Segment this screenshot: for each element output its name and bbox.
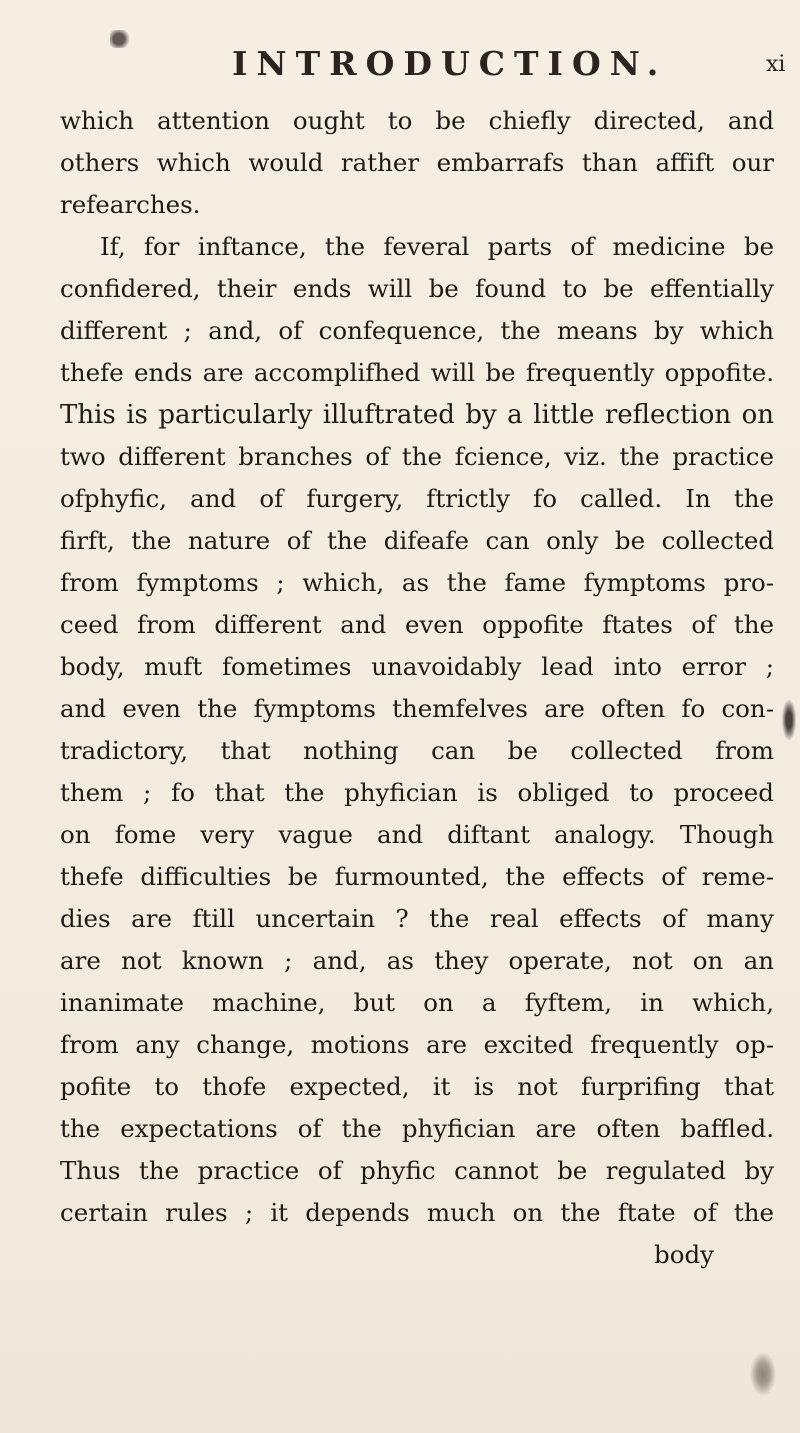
text-line: This is particularly illuftrated by a little reflection on — [60, 400, 774, 430]
text-line: certain rules ; it depends much on the ftate of the — [60, 1198, 774, 1227]
text-line: tradictory, that nothing can be collected from — [60, 736, 774, 765]
ink-blot-mark — [750, 1352, 776, 1396]
running-title: INTRODUCTION. — [232, 44, 668, 83]
text-line: confidered, their ends will be found to be effentially — [60, 274, 774, 303]
text-line: others which would rather embarrafs than affift our — [60, 148, 774, 177]
text-line: dies are ftill uncertain ? the real effects of many — [60, 904, 774, 933]
text-line: ceed from different and even oppofite ftates of the — [60, 610, 774, 639]
text-line: inanimate machine, but on a fyftem, in which, — [60, 988, 774, 1017]
text-line: different ; and, of confequence, the means by which — [60, 316, 774, 345]
text-line: Thus the practice of phyfic cannot be regulated by — [60, 1156, 774, 1185]
text-line: If, for inftance, the feveral parts of medicine be — [100, 232, 774, 261]
page-number: xi — [766, 52, 786, 77]
page-header — [0, 44, 800, 88]
body-text — [60, 100, 774, 1276]
text-line: thefe difficulties be furmounted, the effects of reme- — [60, 862, 774, 891]
text-line: pofite to thofe expected, it is not furprifing that — [60, 1072, 774, 1101]
text-line: thefe ends are accomplifhed will be frequently oppofite. — [60, 358, 774, 387]
text-line: which attention ought to be chiefly directed, and — [60, 106, 774, 135]
text-line: from fymptoms ; which, as the fame fymptoms pro- — [60, 568, 774, 597]
text-line: on fome very vague and diftant analogy. Though — [60, 820, 774, 849]
text-line: firft, the nature of the difeafe can only be collected — [60, 526, 774, 555]
text-line: refearches. — [60, 190, 201, 219]
text-line: two different branches of the fcience, viz. the practice — [60, 442, 774, 471]
text-line: are not known ; and, as they operate, not on an — [60, 946, 774, 975]
text-line: them ; fo that the phyfician is obliged to proceed — [60, 778, 774, 807]
catchword: body — [654, 1240, 714, 1269]
text-line: from any change, motions are excited frequently op- — [60, 1030, 774, 1059]
text-line: and even the fymptoms themfelves are often fo con- — [60, 694, 774, 723]
text-line: the expectations of the phyfician are often baffled. — [60, 1114, 774, 1143]
text-line: ofphyfic, and of furgery, ftrictly fo called. In the — [60, 484, 774, 513]
text-line: body, muft fometimes unavoidably lead into error ; — [60, 652, 774, 681]
ink-smudge-mark — [782, 700, 796, 740]
